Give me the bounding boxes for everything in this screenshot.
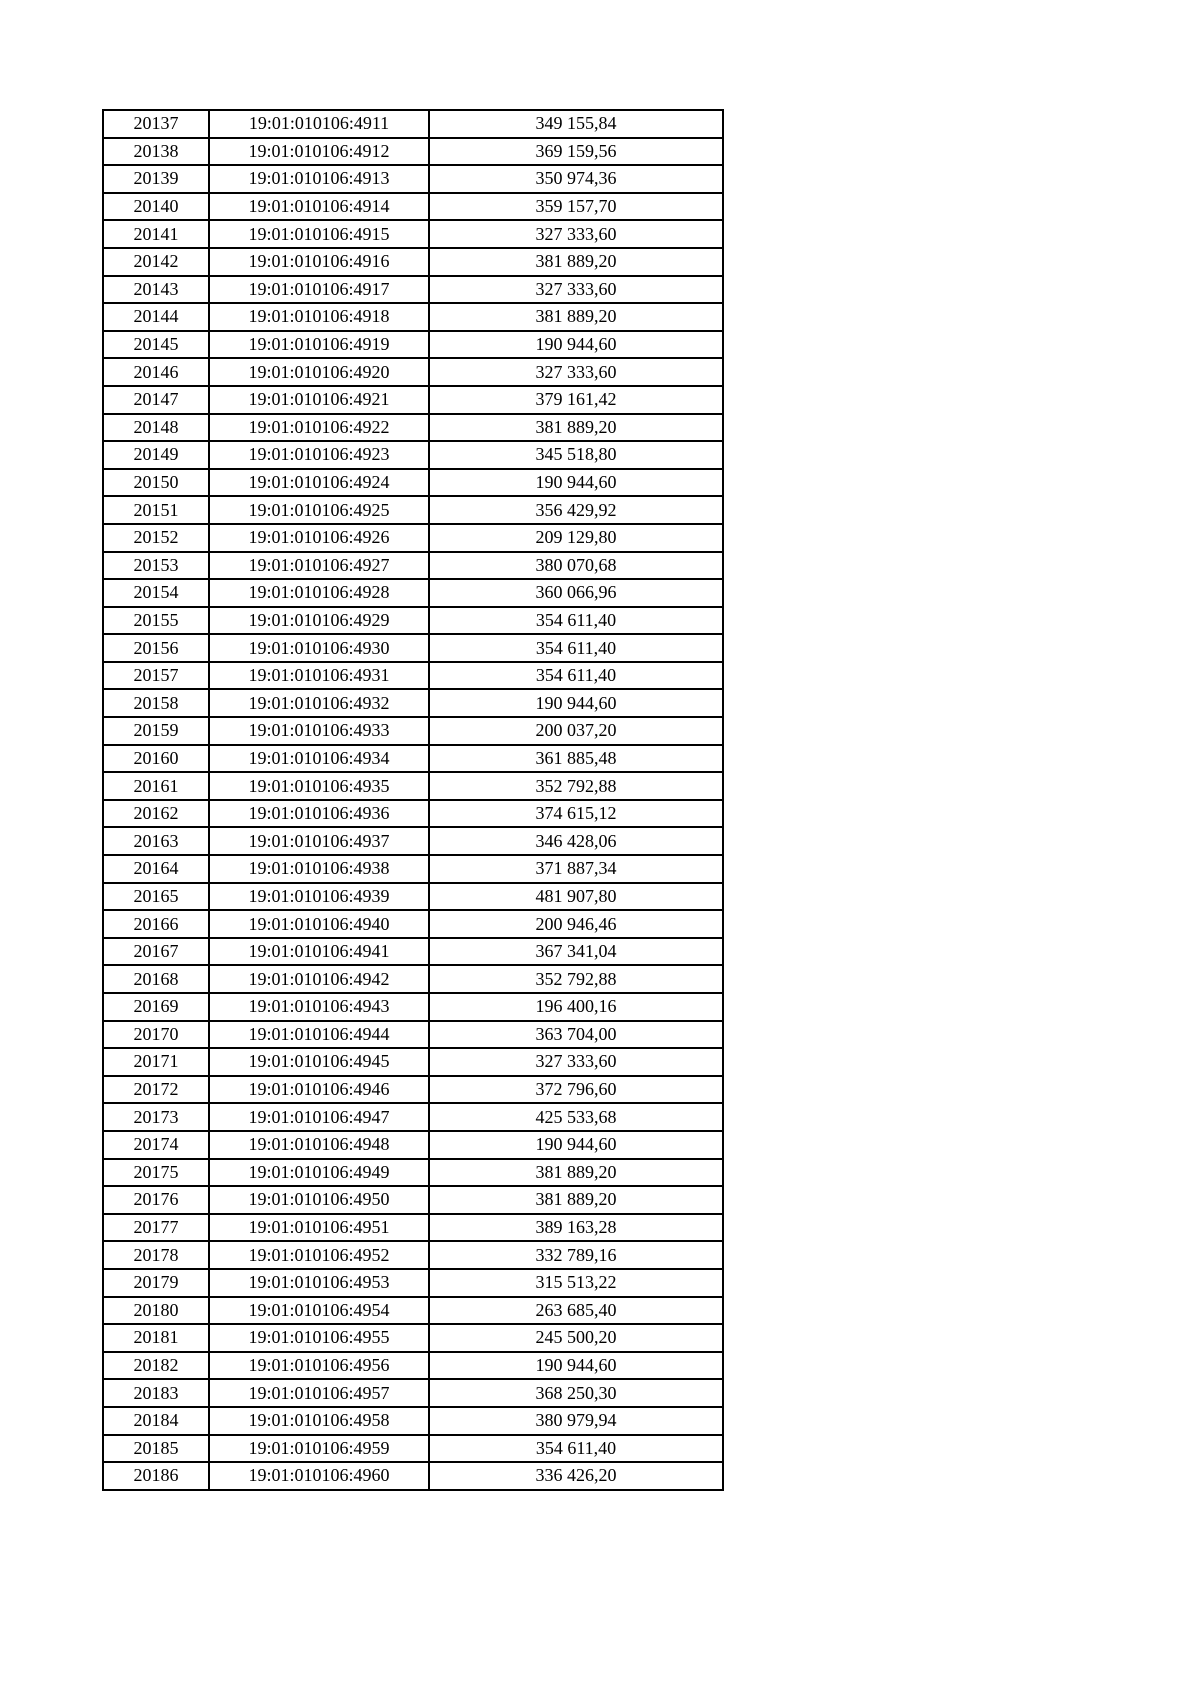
- table-row: [103, 1103, 723, 1131]
- table-row: [103, 303, 723, 331]
- table-row: [103, 883, 723, 911]
- table-row: [103, 110, 723, 138]
- cadastral-value-cell: 425 533,68: [429, 1103, 723, 1131]
- row-number-cell: 20141: [103, 220, 209, 248]
- cadastral-value-cell: 327 333,60: [429, 358, 723, 386]
- cadastral-value-cell: 190 944,60: [429, 689, 723, 717]
- cadastral-value-cell: 346 428,06: [429, 827, 723, 855]
- cadastral-number-cell: 19:01:010106:4949: [209, 1159, 429, 1187]
- table-row: [103, 855, 723, 883]
- cadastral-value-cell: 381 889,20: [429, 303, 723, 331]
- cadastral-number-cell: 19:01:010106:4915: [209, 220, 429, 248]
- cadastral-number-cell: 19:01:010106:4933: [209, 717, 429, 745]
- row-number-cell: 20181: [103, 1324, 209, 1352]
- cadastral-value-cell: 354 611,40: [429, 607, 723, 635]
- table-row: [103, 965, 723, 993]
- cadastral-value-cell: 327 333,60: [429, 276, 723, 304]
- cadastral-number-cell: 19:01:010106:4919: [209, 331, 429, 359]
- row-number-cell: 20168: [103, 965, 209, 993]
- row-number-cell: 20148: [103, 414, 209, 442]
- cadastral-value-cell: 345 518,80: [429, 441, 723, 469]
- cadastral-number-cell: 19:01:010106:4954: [209, 1297, 429, 1325]
- cadastral-value-cell: 245 500,20: [429, 1324, 723, 1352]
- row-number-cell: 20157: [103, 662, 209, 690]
- cadastral-value-cell: 190 944,60: [429, 331, 723, 359]
- table-row: [103, 1021, 723, 1049]
- table-row: [103, 1435, 723, 1463]
- table-row: [103, 579, 723, 607]
- cadastral-value-cell: 380 070,68: [429, 552, 723, 580]
- table-row: [103, 552, 723, 580]
- cadastral-number-cell: 19:01:010106:4916: [209, 248, 429, 276]
- row-number-cell: 20152: [103, 524, 209, 552]
- table-row: [103, 1297, 723, 1325]
- cadastral-value-cell: 379 161,42: [429, 386, 723, 414]
- cadastral-value-cell: 369 159,56: [429, 138, 723, 166]
- table-row: [103, 138, 723, 166]
- row-number-cell: 20151: [103, 496, 209, 524]
- cadastral-number-cell: 19:01:010106:4926: [209, 524, 429, 552]
- cadastral-number-cell: 19:01:010106:4921: [209, 386, 429, 414]
- cadastral-number-cell: 19:01:010106:4929: [209, 607, 429, 635]
- cadastral-value-cell: 359 157,70: [429, 193, 723, 221]
- cadastral-value-cell: 352 792,88: [429, 772, 723, 800]
- cadastral-value-cell: 389 163,28: [429, 1214, 723, 1242]
- table-row: [103, 193, 723, 221]
- row-number-cell: 20145: [103, 331, 209, 359]
- cadastral-value-cell: 200 946,46: [429, 910, 723, 938]
- cadastral-number-cell: 19:01:010106:4917: [209, 276, 429, 304]
- row-number-cell: 20139: [103, 165, 209, 193]
- cadastral-value-cell: 332 789,16: [429, 1241, 723, 1269]
- cadastral-value-cell: 327 333,60: [429, 1048, 723, 1076]
- table-row: [103, 414, 723, 442]
- cadastral-number-cell: 19:01:010106:4925: [209, 496, 429, 524]
- table-row: [103, 1352, 723, 1380]
- cadastral-number-cell: 19:01:010106:4945: [209, 1048, 429, 1076]
- cadastral-value-cell: 367 341,04: [429, 938, 723, 966]
- row-number-cell: 20154: [103, 579, 209, 607]
- table-row: [103, 441, 723, 469]
- cadastral-value-cell: 381 889,20: [429, 414, 723, 442]
- row-number-cell: 20146: [103, 358, 209, 386]
- row-number-cell: 20182: [103, 1352, 209, 1380]
- table-row: [103, 248, 723, 276]
- cadastral-value-cell: 190 944,60: [429, 1352, 723, 1380]
- cadastral-value-cell: 349 155,84: [429, 110, 723, 138]
- cadastral-number-cell: 19:01:010106:4924: [209, 469, 429, 497]
- table-row: [103, 1186, 723, 1214]
- cadastral-value-cell: 190 944,60: [429, 469, 723, 497]
- row-number-cell: 20173: [103, 1103, 209, 1131]
- cadastral-number-cell: 19:01:010106:4935: [209, 772, 429, 800]
- cadastral-value-cell: 327 333,60: [429, 220, 723, 248]
- row-number-cell: 20144: [103, 303, 209, 331]
- table-row: [103, 220, 723, 248]
- row-number-cell: 20164: [103, 855, 209, 883]
- cadastral-value-cell: 380 979,94: [429, 1407, 723, 1435]
- row-number-cell: 20155: [103, 607, 209, 635]
- row-number-cell: 20174: [103, 1131, 209, 1159]
- cadastral-value-cell: 363 704,00: [429, 1021, 723, 1049]
- cadastral-number-cell: 19:01:010106:4931: [209, 662, 429, 690]
- cadastral-number-cell: 19:01:010106:4957: [209, 1379, 429, 1407]
- cadastral-number-cell: 19:01:010106:4959: [209, 1435, 429, 1463]
- row-number-cell: 20147: [103, 386, 209, 414]
- table-row: [103, 772, 723, 800]
- row-number-cell: 20177: [103, 1214, 209, 1242]
- row-number-cell: 20185: [103, 1435, 209, 1463]
- cadastral-value-cell: 381 889,20: [429, 1159, 723, 1187]
- row-number-cell: 20159: [103, 717, 209, 745]
- row-number-cell: 20161: [103, 772, 209, 800]
- cadastral-number-cell: 19:01:010106:4956: [209, 1352, 429, 1380]
- row-number-cell: 20167: [103, 938, 209, 966]
- table-row: [103, 717, 723, 745]
- row-number-cell: 20169: [103, 993, 209, 1021]
- cadastral-value-table: [102, 109, 724, 1491]
- table-body: [103, 110, 723, 1490]
- table-row: [103, 469, 723, 497]
- table-row: [103, 1048, 723, 1076]
- cadastral-number-cell: 19:01:010106:4958: [209, 1407, 429, 1435]
- table-row: [103, 386, 723, 414]
- table-row: [103, 662, 723, 690]
- cadastral-number-cell: 19:01:010106:4914: [209, 193, 429, 221]
- row-number-cell: 20165: [103, 883, 209, 911]
- table-row: [103, 993, 723, 1021]
- row-number-cell: 20178: [103, 1241, 209, 1269]
- row-number-cell: 20138: [103, 138, 209, 166]
- row-number-cell: 20153: [103, 552, 209, 580]
- table-row: [103, 165, 723, 193]
- row-number-cell: 20137: [103, 110, 209, 138]
- table-row: [103, 1379, 723, 1407]
- table-row: [103, 276, 723, 304]
- cadastral-value-cell: 352 792,88: [429, 965, 723, 993]
- cadastral-value-cell: 481 907,80: [429, 883, 723, 911]
- cadastral-number-cell: 19:01:010106:4934: [209, 745, 429, 773]
- row-number-cell: 20176: [103, 1186, 209, 1214]
- row-number-cell: 20149: [103, 441, 209, 469]
- table-row: [103, 1324, 723, 1352]
- table-row: [103, 800, 723, 828]
- cadastral-number-cell: 19:01:010106:4943: [209, 993, 429, 1021]
- table-row: [103, 607, 723, 635]
- cadastral-number-cell: 19:01:010106:4938: [209, 855, 429, 883]
- row-number-cell: 20175: [103, 1159, 209, 1187]
- cadastral-value-cell: 350 974,36: [429, 165, 723, 193]
- row-number-cell: 20184: [103, 1407, 209, 1435]
- row-number-cell: 20142: [103, 248, 209, 276]
- cadastral-number-cell: 19:01:010106:4937: [209, 827, 429, 855]
- cadastral-value-cell: 360 066,96: [429, 579, 723, 607]
- cadastral-number-cell: 19:01:010106:4932: [209, 689, 429, 717]
- row-number-cell: 20163: [103, 827, 209, 855]
- row-number-cell: 20140: [103, 193, 209, 221]
- row-number-cell: 20156: [103, 634, 209, 662]
- row-number-cell: 20179: [103, 1269, 209, 1297]
- cadastral-number-cell: 19:01:010106:4941: [209, 938, 429, 966]
- cadastral-number-cell: 19:01:010106:4942: [209, 965, 429, 993]
- table-row: [103, 1131, 723, 1159]
- cadastral-number-cell: 19:01:010106:4920: [209, 358, 429, 386]
- cadastral-number-cell: 19:01:010106:4911: [209, 110, 429, 138]
- cadastral-number-cell: 19:01:010106:4927: [209, 552, 429, 580]
- cadastral-number-cell: 19:01:010106:4913: [209, 165, 429, 193]
- cadastral-value-cell: 209 129,80: [429, 524, 723, 552]
- cadastral-value-cell: 372 796,60: [429, 1076, 723, 1104]
- table-row: [103, 358, 723, 386]
- cadastral-number-cell: 19:01:010106:4953: [209, 1269, 429, 1297]
- row-number-cell: 20166: [103, 910, 209, 938]
- row-number-cell: 20143: [103, 276, 209, 304]
- table-row: [103, 524, 723, 552]
- cadastral-number-cell: 19:01:010106:4948: [209, 1131, 429, 1159]
- cadastral-number-cell: 19:01:010106:4946: [209, 1076, 429, 1104]
- cadastral-number-cell: 19:01:010106:4936: [209, 800, 429, 828]
- cadastral-number-cell: 19:01:010106:4918: [209, 303, 429, 331]
- row-number-cell: 20160: [103, 745, 209, 773]
- table-row: [103, 634, 723, 662]
- cadastral-number-cell: 19:01:010106:4952: [209, 1241, 429, 1269]
- table-row: [103, 745, 723, 773]
- table-row: [103, 1159, 723, 1187]
- cadastral-number-cell: 19:01:010106:4928: [209, 579, 429, 607]
- table-row: [103, 331, 723, 359]
- cadastral-number-cell: 19:01:010106:4923: [209, 441, 429, 469]
- cadastral-number-cell: 19:01:010106:4939: [209, 883, 429, 911]
- cadastral-value-cell: 354 611,40: [429, 634, 723, 662]
- row-number-cell: 20172: [103, 1076, 209, 1104]
- cadastral-value-cell: 361 885,48: [429, 745, 723, 773]
- cadastral-value-cell: 190 944,60: [429, 1131, 723, 1159]
- cadastral-number-cell: 19:01:010106:4951: [209, 1214, 429, 1242]
- row-number-cell: 20170: [103, 1021, 209, 1049]
- cadastral-value-cell: 200 037,20: [429, 717, 723, 745]
- row-number-cell: 20171: [103, 1048, 209, 1076]
- cadastral-value-cell: 381 889,20: [429, 248, 723, 276]
- cadastral-number-cell: 19:01:010106:4950: [209, 1186, 429, 1214]
- row-number-cell: 20158: [103, 689, 209, 717]
- table-row: [103, 496, 723, 524]
- cadastral-value-cell: 336 426,20: [429, 1462, 723, 1490]
- row-number-cell: 20162: [103, 800, 209, 828]
- cadastral-value-cell: 374 615,12: [429, 800, 723, 828]
- cadastral-value-cell: 263 685,40: [429, 1297, 723, 1325]
- cadastral-number-cell: 19:01:010106:4930: [209, 634, 429, 662]
- cadastral-number-cell: 19:01:010106:4940: [209, 910, 429, 938]
- row-number-cell: 20150: [103, 469, 209, 497]
- cadastral-value-cell: 371 887,34: [429, 855, 723, 883]
- cadastral-number-cell: 19:01:010106:4922: [209, 414, 429, 442]
- cadastral-number-cell: 19:01:010106:4912: [209, 138, 429, 166]
- table-row: [103, 827, 723, 855]
- row-number-cell: 20180: [103, 1297, 209, 1325]
- table-row: [103, 1241, 723, 1269]
- row-number-cell: 20183: [103, 1379, 209, 1407]
- table-row: [103, 1407, 723, 1435]
- cadastral-value-cell: 354 611,40: [429, 662, 723, 690]
- cadastral-value-cell: 196 400,16: [429, 993, 723, 1021]
- table-row: [103, 910, 723, 938]
- table-row: [103, 689, 723, 717]
- cadastral-value-cell: 354 611,40: [429, 1435, 723, 1463]
- table-row: [103, 1269, 723, 1297]
- cadastral-value-cell: 381 889,20: [429, 1186, 723, 1214]
- table-row: [103, 938, 723, 966]
- cadastral-value-cell: 356 429,92: [429, 496, 723, 524]
- cadastral-number-cell: 19:01:010106:4944: [209, 1021, 429, 1049]
- cadastral-number-cell: 19:01:010106:4955: [209, 1324, 429, 1352]
- row-number-cell: 20186: [103, 1462, 209, 1490]
- cadastral-value-cell: 315 513,22: [429, 1269, 723, 1297]
- table-row: [103, 1076, 723, 1104]
- cadastral-value-cell: 368 250,30: [429, 1379, 723, 1407]
- table-row: [103, 1462, 723, 1490]
- table-row: [103, 1214, 723, 1242]
- cadastral-number-cell: 19:01:010106:4947: [209, 1103, 429, 1131]
- cadastral-number-cell: 19:01:010106:4960: [209, 1462, 429, 1490]
